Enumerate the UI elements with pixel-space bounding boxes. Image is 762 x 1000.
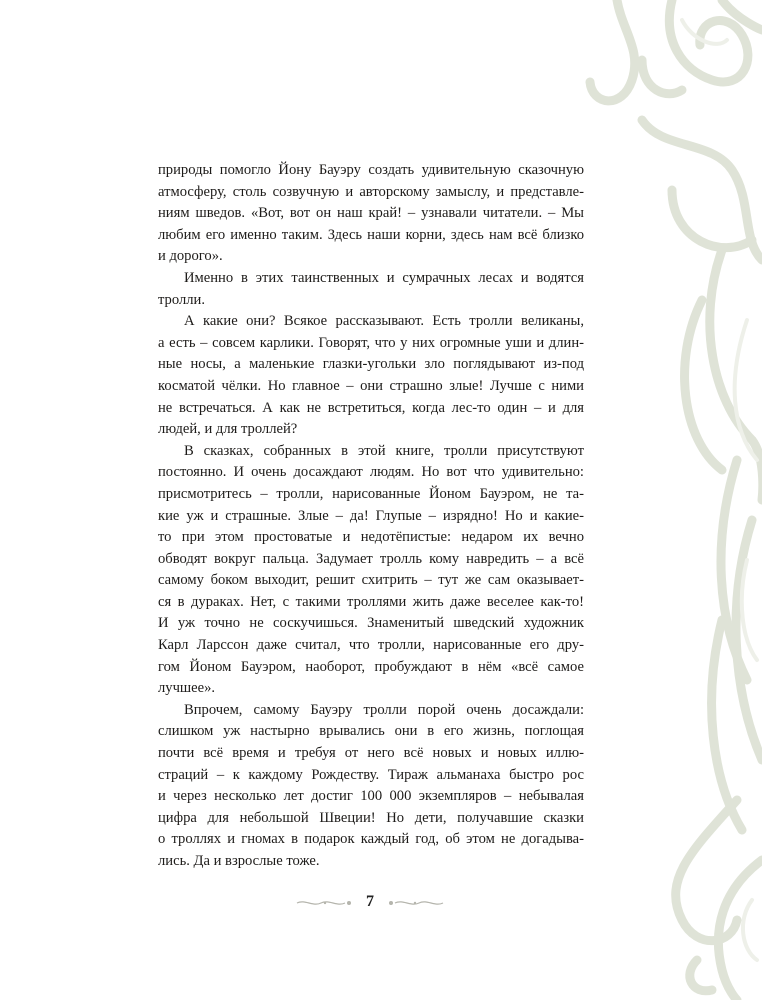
text-line: лучшее». bbox=[158, 680, 216, 697]
text-line: В сказках, собранных в этой книге, тролли присутствуют bbox=[184, 442, 584, 459]
text-line: И уж точно не соскучишься. Знаменитый шведский художник bbox=[158, 615, 584, 632]
page-number: 7 bbox=[366, 893, 374, 910]
text-line: Впрочем, самому Бауэру тролли порой очень досаждали: bbox=[184, 701, 584, 718]
text-line: людей, и для троллей? bbox=[158, 421, 298, 438]
text-line: и дорого». bbox=[158, 248, 223, 265]
text-line: цифра для небольшой Швеции! Но дети, получавшие сказки bbox=[158, 809, 584, 826]
text-line: Карл Ларссон даже считал, что тролли, нарисованные его дру- bbox=[158, 637, 584, 654]
text-line: косматой чёлки. Но главное – они страшно злые! Лучше с ними bbox=[158, 377, 584, 394]
page-footer bbox=[295, 893, 445, 913]
text-line: и через несколько лет достиг 100 000 экземпляров – небывалая bbox=[158, 788, 584, 805]
text-line: кие уж и страшные. Злые – да! Глупые – изрядно! Но и какие- bbox=[158, 507, 584, 524]
text-line: ниям шведов. «Вот, вот он наш край! – узнавали читатели. – Мы bbox=[158, 205, 584, 222]
text-line: почти всё время и требуя от него всё новых и новых иллю- bbox=[158, 745, 584, 762]
text-line: обводят вокруг пальца. Задумает тролль кому навредить – а всё bbox=[158, 550, 584, 567]
text-line: слишком уж настырно врывались они в его жизнь, поглощая bbox=[158, 723, 584, 740]
text-line: атмосферу, столь созвучную и авторскому замыслу, и представле- bbox=[158, 183, 584, 200]
text-line: не встречаться. А как не встретиться, когда лес-то один – и для bbox=[158, 399, 584, 416]
text-line: ные носы, а маленькие глазки-угольки зло поглядывают из-под bbox=[158, 356, 584, 373]
text-line: страций – к каждому Рождеству. Тираж альманаха быстро рос bbox=[158, 766, 584, 783]
text-line: лись. Да и взрослые тоже. bbox=[158, 853, 320, 869]
text-line: то при этом простоватые и недотёпистые: недаром их вечно bbox=[158, 529, 584, 546]
text-line: природы помогло Йону Бауэру создать удивительную сказочную bbox=[158, 162, 584, 178]
text-line: самому боком выходит, решит схитрить – тут же сам оказывает- bbox=[158, 572, 584, 589]
text-line: любим его именно таким. Здесь наши корни, здесь нам всё близко bbox=[158, 226, 584, 243]
text-line: присмотритесь – тролли, нарисованные Йоном Бауэром, не та- bbox=[158, 485, 584, 502]
text-line: А какие они? Всякое рассказывают. Есть тролли великаны, bbox=[184, 313, 584, 330]
article-body bbox=[158, 160, 584, 873]
footer-flourish-right-icon bbox=[387, 897, 445, 909]
text-line: а есть – совсем карлики. Говорят, что у них огромные уши и длин- bbox=[158, 334, 584, 351]
text-line: постоянно. И очень досаждают людям. Но вот что удивительно: bbox=[158, 464, 584, 481]
text-line: о троллях и гномах в подарок каждый год, об этом не догадыва- bbox=[158, 831, 584, 848]
text-line: гом Йоном Бауэром, наоборот, пробуждают в нём «всё самое bbox=[158, 658, 584, 675]
text-line: тролли. bbox=[158, 291, 205, 308]
text-line: ся в дураках. Нет, с такими троллями жить даже веселее как-то! bbox=[158, 593, 584, 610]
text-line: Именно в этих таинственных и сумрачных лесах и водятся bbox=[184, 269, 584, 286]
